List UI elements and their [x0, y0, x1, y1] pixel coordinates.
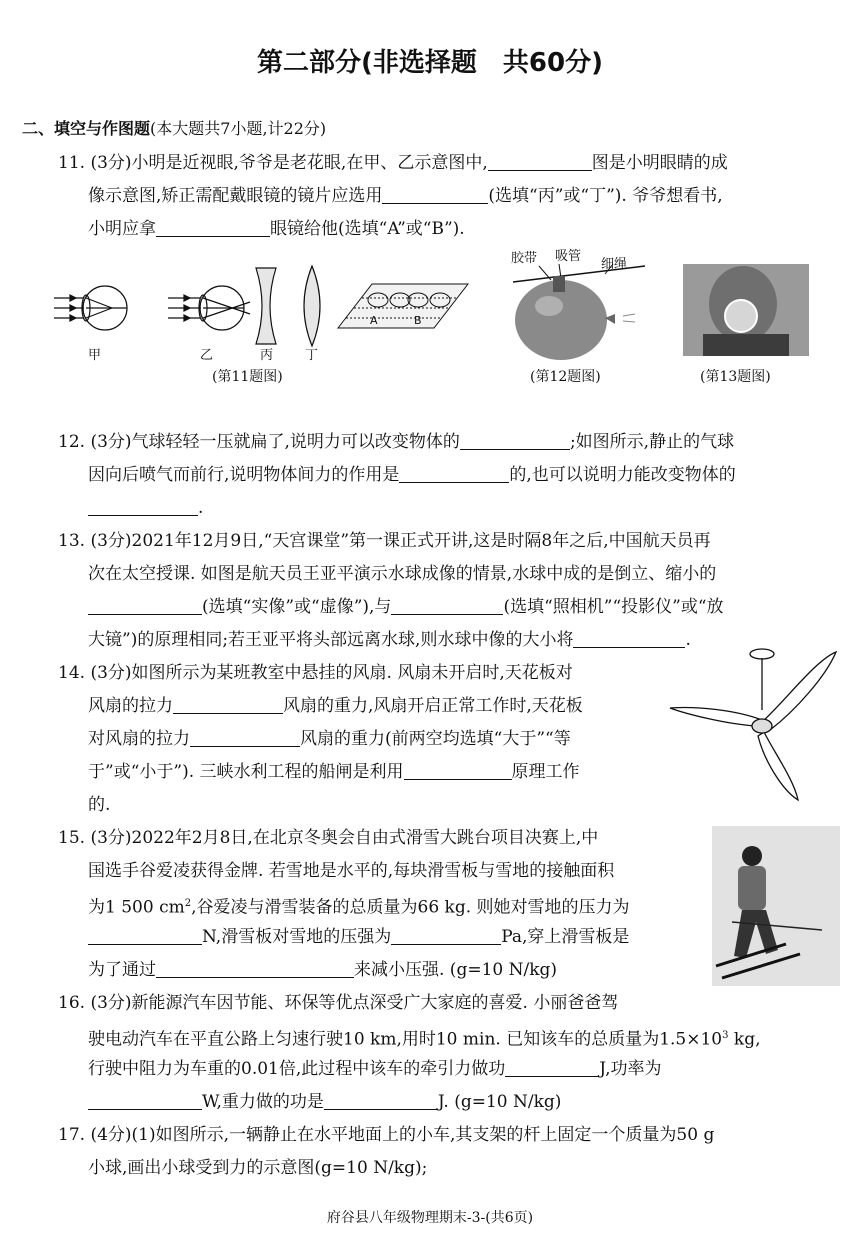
q16-line3: 行驶中阻力为车重的0.01倍,此过程中该车的牵引力做功 J,功率为	[88, 1059, 662, 1079]
q17-line2: 小球,画出小球受到力的示意图(g=10 N/kg);	[88, 1158, 428, 1178]
section-label: 二、填空与作图题	[22, 119, 151, 138]
q11-blank-2[interactable]	[382, 185, 488, 204]
label-tape: 胶带	[511, 251, 538, 266]
q12-line3: .	[88, 496, 203, 520]
q16-line4: W,重力做的功是 J. (g=10 N/kg)	[88, 1090, 561, 1114]
q15-blank-2[interactable]	[391, 926, 501, 945]
q13-line3: (选填“实像”或“虚像”),与 (选填“照相机”“投影仪”或“放	[88, 595, 724, 619]
q11-eye-lens-figure	[50, 262, 480, 362]
q16-blank-1[interactable]	[505, 1058, 599, 1077]
q12-blank-1[interactable]	[460, 431, 570, 450]
q16-blank-2[interactable]	[88, 1091, 202, 1110]
q11-line1: 11. (3分)小明是近视眼,爷爷是老花眼,在甲、乙示意图中, 图是小明眼睛的成	[58, 153, 728, 173]
label-rope: 细绳	[601, 257, 628, 272]
q14-line5: 的.	[88, 795, 111, 815]
convex-lens	[304, 266, 320, 346]
q12-blank-3[interactable]	[88, 497, 198, 516]
q16-blank-3[interactable]	[324, 1091, 438, 1110]
eye-diagram-yi	[168, 286, 250, 330]
q12-balloon-figure	[505, 248, 655, 364]
label-a: A	[370, 314, 378, 327]
q15-line2: 国选手谷爱凌获得金牌. 若雪地是水平的,每块滑雪板与雪地的接触面积	[88, 861, 615, 881]
q14-line3: 对风扇的拉力 风扇的重力(前两空均选填“大于”“等	[88, 729, 571, 749]
q14-blank-3[interactable]	[404, 761, 512, 780]
q14-line4: 于”或“小于”). 三峡水利工程的船闸是利用 原理工作	[88, 762, 580, 782]
q15-line4: N,滑雪板对雪地的压强为 Pa,穿上滑雪板是	[88, 925, 629, 949]
label-bing: 丙	[260, 348, 274, 362]
label-yi: 乙	[200, 348, 214, 362]
q14-blank-2[interactable]	[190, 728, 300, 747]
q16-line1: 16. (3分)新能源汽车因节能、环保等优点深受广大家庭的喜爱. 小丽爸爸驾	[58, 993, 619, 1013]
label-straw: 吸管	[555, 249, 582, 264]
q12-line2: 因向后喷气而前行,说明物体间力的作用是 的,也可以说明力能改变物体的	[88, 465, 736, 485]
q14-line2: 风扇的拉力 风扇的重力,风扇开启正常工作时,天花板	[88, 696, 583, 716]
skier-image	[712, 826, 840, 986]
q15-line3: 为1 500 $cm^2$,谷爱凌与滑雪装备的总质量为66 kg. 则她对雪地的压力为	[88, 897, 630, 918]
section-heading	[22, 116, 326, 139]
astronaut-water-ball-image	[683, 264, 809, 356]
q15-blank-1[interactable]	[88, 926, 202, 945]
glasses-on-book	[338, 284, 468, 328]
q11-line3: 小明应拿 眼镜给他(选填“A”或“B”).	[88, 219, 465, 239]
q17-line1: 17. (4分)(1)如图所示,一辆静止在水平地面上的小车,其支架的杆上固定一个质量为50 g	[58, 1125, 715, 1145]
eye-diagram-jia	[54, 286, 127, 330]
q14-blank-1[interactable]	[173, 695, 283, 714]
label-b: B	[414, 314, 422, 327]
q13-blank-2[interactable]	[391, 596, 503, 615]
q16-line2: 驶电动汽车在平直公路上匀速行驶10 km,用时10 min. 已知该车的总质量为$1.5\times 10^3$ kg,	[88, 1029, 761, 1050]
q11-caption: (第11题图)	[212, 369, 283, 385]
concave-lens	[256, 268, 276, 344]
q13-photo	[683, 264, 809, 356]
q11-line2: 像示意图,矫正需配戴眼镜的镜片应选用 (选填“丙”或“丁”). 爷爷想看书,	[88, 186, 723, 206]
q13-caption: (第13题图)	[700, 369, 771, 385]
label-ding: 丁	[305, 348, 319, 362]
q11-blank-3[interactable]	[156, 218, 270, 237]
q14-line1: 14. (3分)如图所示为某班教室中悬挂的风扇. 风扇未开启时,天花板对	[58, 663, 573, 683]
q12-blank-2[interactable]	[399, 464, 509, 483]
q13-line2: 次在太空授课. 如图是航天员王亚平演示水球成像的情景,水球中成的是倒立、缩小的	[88, 564, 717, 584]
q12-caption: (第12题图)	[530, 369, 601, 385]
q11-blank-1[interactable]	[488, 152, 592, 171]
q13-line1: 13. (3分)2021年12月9日,“天宫课堂”第一课正式开讲,这是时隔8年之后,中国航天员再	[58, 531, 711, 551]
label-jia: 甲	[88, 348, 102, 362]
q13-blank-1[interactable]	[88, 596, 202, 615]
q13-line4: 大镜”)的原理相同;若王亚平将头部远离水球,则水球中像的大小将 .	[88, 630, 691, 650]
q15-line5: 为了通过 来减小压强. (g=10 N/kg)	[88, 960, 558, 980]
page-title: 第二部分(非选择题 共60分)	[257, 48, 603, 78]
q14-ceiling-fan-figure	[666, 640, 842, 804]
q15-line1: 15. (3分)2022年2月8日,在北京冬奥会自由式滑雪大跳台项目决赛上,中	[58, 828, 599, 848]
q15-blank-3[interactable]	[156, 959, 354, 978]
q15-skier-photo	[712, 826, 840, 986]
page-footer: 府谷县八年级物理期末-3-(共6页)	[326, 1210, 534, 1226]
q12-line1: 12. (3分)气球轻轻一压就扁了,说明力可以改变物体的 ;如图所示,静止的气球	[58, 432, 735, 452]
section-note: (本大题共7小题,计22分)	[150, 119, 327, 138]
